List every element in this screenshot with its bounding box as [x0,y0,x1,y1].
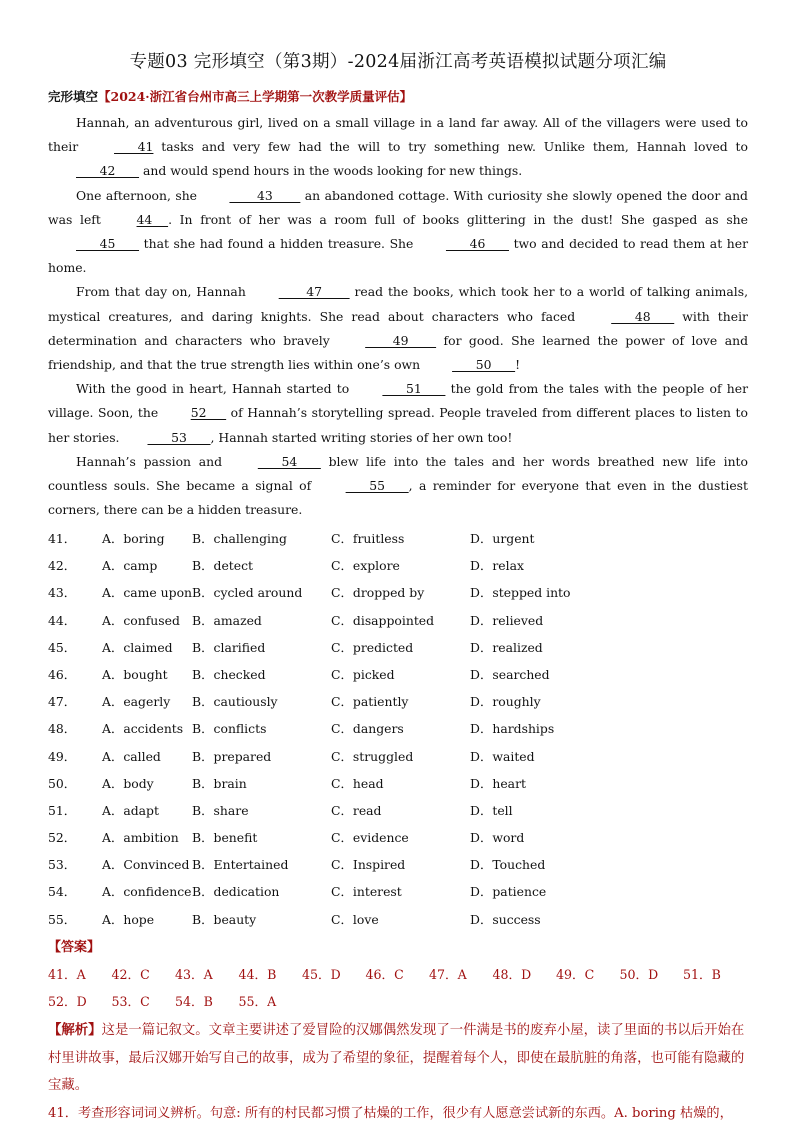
option-b: B．conflicts [192,721,267,737]
option-a: A．body [102,775,154,791]
section-source-line [48,87,748,105]
option-d: D．realized [470,639,543,655]
option-c: C．patiently [331,694,409,710]
answer-blank: 55 [345,478,409,494]
option-a: A．boring [102,531,165,547]
question-row [48,579,620,606]
passage-text: with their determination and characters who bravely [48,308,748,348]
option-b: B．detect [192,558,254,574]
answer-item: 45．D [302,967,341,983]
option-a: A．camp [102,558,158,574]
answer-item: 52．D [48,994,87,1010]
cloze-passage [48,111,748,522]
answer-item: 51．B [683,967,721,983]
answer-item: 55．A [238,994,277,1010]
option-c: C．read [331,802,382,818]
question-number: 46． [48,666,77,682]
answer-blank: 43 [229,187,301,203]
answer-item: 53．C [111,994,150,1010]
question-number: 52． [48,830,77,846]
option-a: A．confused [102,612,180,628]
passage-text: the gold from the tales with the people of her village. Soon, the [48,381,748,421]
answer-blank: 48 [611,308,675,324]
passage-text: With the good in heart, Hannah started to [76,381,355,397]
question-row [48,905,620,932]
option-d: D．roughly [470,694,541,710]
analysis-text: 这是一篇记叙文。文章主要讲述了爱冒险的汉娜偶然发现了一件满是书的废弃小屋，读了里面的书以后开始在村里讲故事，最后汉娜开始写自己的故事，成为了希望的象征，提醒着每个人，即使在最肮脏的角落，也可能有隐藏的宝藏。 [48,1023,745,1094]
passage-text: One afternoon, she [76,187,202,203]
answer-blank: 51 [382,381,446,397]
answer-blank: 50 [452,357,516,373]
passage-paragraph [48,377,748,450]
option-c: C．fruitless [331,531,405,547]
option-b: B．dedication [192,884,280,900]
option-c: C．disappointed [331,612,435,628]
passage-text: blew life into the tales and her words breathed new life into countless souls. She became a signal of [48,453,748,494]
question-number: 53． [48,857,77,873]
option-d: D．word [470,830,525,846]
option-a: A．claimed [102,639,173,655]
passage-paragraph [48,450,748,523]
answer-item: 47．A [429,967,467,983]
option-c: C．explore [331,558,400,574]
question-row [48,552,620,579]
question-number: 41． [48,531,77,547]
passage-text: for good. She learned the power of love and friendship, and that the true strength lies within one’s own [48,332,748,373]
option-b: B．cautiously [192,694,278,710]
option-b: B．brain [192,775,247,791]
option-b: B．benefit [192,830,258,846]
answer-item: 50．D [619,967,659,983]
analysis-paragraph [48,1017,748,1100]
question-row [48,524,620,551]
answer-row [48,961,748,988]
answer-row [48,988,748,1015]
option-b: B．cycled around [192,585,303,601]
answer-heading: 【答案】 [48,940,101,956]
answer-blank: 49 [365,332,437,348]
option-a: A．bought [102,666,168,682]
option-b: B．prepared [192,748,272,764]
passage-text: . In front of her was a room full of books glittering in the dust! She gasped as she [168,211,748,227]
option-d: D．searched [470,666,550,682]
answer-item: 54．B [175,994,213,1010]
option-d: D．tell [470,802,513,818]
option-d: D．patience [470,884,547,900]
passage-text: two and decided to read them at her home. [48,236,748,276]
question-row [48,715,620,742]
answer-blank: 41 [114,139,154,155]
answer-blank: 42 [76,163,140,179]
question-row [48,688,620,715]
option-c: C．interest [331,884,402,900]
option-a: A．adapt [102,802,159,818]
option-c: C．dangers [331,721,404,737]
option-c: C．evidence [331,830,409,846]
passage-paragraph [48,111,748,184]
question-row [48,660,620,687]
option-c: C．struggled [331,748,414,764]
option-a: A．hope [102,911,155,927]
option-b: B．Entertained [192,857,289,873]
passage-text: , Hannah started writing stories of her own too! [210,429,513,445]
question-number: 47． [48,694,77,710]
passage-text: Hannah’s passion and [76,453,230,469]
answer-item: 43．A [175,967,213,983]
passage-text: Hannah, an adventurous girl, lived on a small village in a land far away. All of the villagers were used to their [48,115,748,155]
page-title: 专题03 完形填空（第3期）-2024届浙江高考英语模拟试题分项汇编 [129,52,667,72]
answer-item: 42．C [111,967,150,983]
option-c: C．dropped by [331,585,425,601]
passage-text: and would spend hours in the woods looking for new things. [139,163,523,179]
option-d: D．waited [470,748,535,764]
answer-key [48,961,748,1015]
option-b: B．challenging [192,531,287,547]
question-number: 45． [48,639,77,655]
question-number: 48． [48,721,77,737]
option-d: D．stepped into [470,585,571,601]
passage-text: , a reminder for everyone that even in the dustiest corners, there can be a hidden treasure. [48,478,748,518]
passage-paragraph [48,280,748,377]
option-b: B．clarified [192,639,266,655]
option-d: D．urgent [470,531,535,547]
question-row [48,878,620,905]
option-b: B．amazed [192,612,262,628]
question-number: 50． [48,775,77,791]
document-page [48,0,748,1127]
answer-item: 49．C [556,967,595,983]
question-row [48,742,620,769]
answer-blank: 54 [257,453,321,469]
option-a: A．ambition [102,830,179,846]
option-a: A．Convinced [102,857,190,873]
question-row [48,633,620,660]
answer-blank: 47 [278,284,350,300]
question-number: 51． [48,802,77,818]
option-a: A．called [102,748,161,764]
option-d: D．hardships [470,721,555,737]
answer-item: 41．A [48,967,86,983]
question-number: 54． [48,884,77,900]
option-c: C．head [331,775,384,791]
analysis-label: 【解析】 [48,1022,102,1039]
exam-source: 【2024·浙江省台州市高三上学期第一次教学质量评估】 [98,89,413,104]
answer-blank: 53 [147,429,211,445]
passage-text: ! [515,357,521,373]
question-row [48,769,620,796]
option-a: A．confidence [102,884,192,900]
question-row [48,824,620,851]
question-number: 44． [48,612,77,628]
answer-blank: 44 [136,211,169,227]
option-d: D．relieved [470,612,544,628]
question-number: 42． [48,558,77,574]
passage-text: From that day on, Hannah [76,284,251,300]
passage-text: read the books, which took her to a world of talking animals, mystical creatures, and daring knights. She read about characters who faced [48,284,749,324]
option-a: A．accidents [102,721,184,737]
answer-item: 48．D [492,967,532,983]
option-d: D．success [470,911,541,927]
passage-paragraph [48,184,748,281]
answer-blank: 46 [445,236,509,252]
option-c: C．predicted [331,639,414,655]
q41-explanation: 41．考查形容词词义辨析。句意: 所有的村民都习惯了枯燥的工作，很少有人愿意尝试新的东西。A. boring 枯燥的， [48,1105,733,1121]
question-row [48,851,620,878]
question-number: 49． [48,748,77,764]
passage-text: tasks and very few had the will to try something new. Unlike them, Hannah loved to [153,139,748,155]
option-b: B．checked [192,666,266,682]
option-d: D．Touched [470,857,546,873]
question-row [48,606,620,633]
options-table [48,524,620,932]
option-c: C．love [331,911,379,927]
option-a: A．eagerly [102,694,171,710]
option-b: B．share [192,802,249,818]
passage-text: an abandoned cottage. With curiosity she slowly opened the door and was left [48,187,748,227]
option-a: A．came upon [102,585,193,601]
answer-item: 44．B [238,967,277,983]
section-label: 完形填空 [48,89,99,104]
passage-text: that she had found a hidden treasure. She [139,236,418,252]
answer-blank: 52 [190,405,227,421]
option-d: D．relax [470,558,524,574]
option-b: B．beauty [192,911,257,927]
passage-text: of Hannah’s storytelling spread. People traveled from different places to listen to her stories. [48,405,748,445]
option-c: C．picked [331,666,395,682]
question-number: 55． [48,911,77,927]
question-row [48,796,620,823]
answer-item: 46．C [365,967,404,983]
answer-blank: 45 [76,236,140,252]
option-c: C．Inspired [331,857,406,873]
question-number: 43． [48,585,77,601]
option-d: D．heart [470,775,526,791]
